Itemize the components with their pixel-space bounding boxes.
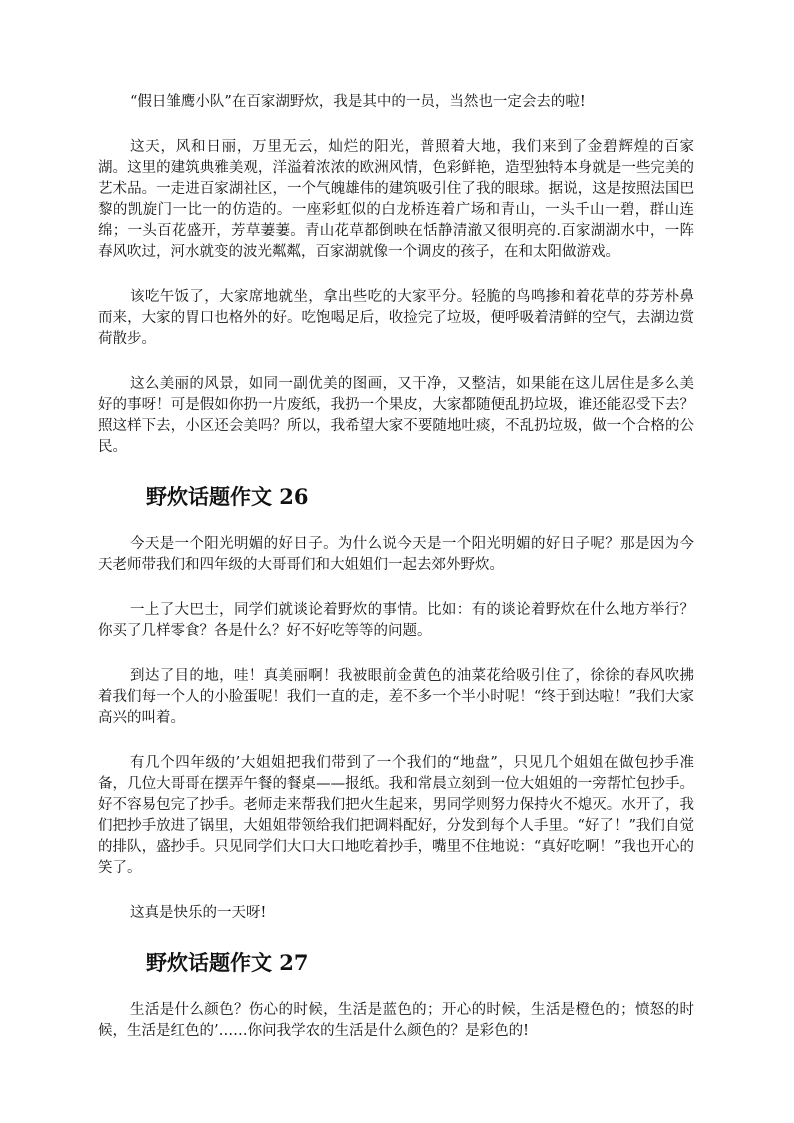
paragraph: 这真是快乐的一天呀! — [130, 905, 267, 921]
section-heading: 野炊话题作文 26 — [146, 484, 309, 509]
paragraph: “假日雏鹰小队”在百家湖野炊，我是其中的一员，当然也一定会去的啦! — [130, 94, 586, 110]
paragraph: 到达了目的地，哇！真美丽啊！我被眼前金黄色的油菜花给吸引住了，徐徐的春风吹拂着我们每一个人的小脸蛋呢！我们一直的走，差不多一个半小时呢！“终于到达啦！”我们大家高兴的叫着。 — [98, 668, 694, 726]
paragraph: 这么美丽的风景，如同一副优美的图画，又干净，又整洁，如果能在这儿居住是多么美好的事呀！可是假如你扔一片废纸，我扔一个果皮，大家都随便乱扔垃圾，谁还能忍受下去？照这样下去，小区还会美吗？所以，我希望大家不要随地吐痰，不乱扔垃圾，做一个合格的公民。 — [98, 376, 694, 455]
section-heading: 野炊话题作文 27 — [146, 950, 309, 975]
paragraph: 生活是什么颜色？伤心的时候，生活是蓝色的；开心的时候，生活是橙色的；愤怒的时候，生活是红色的’……你问我学农的生活是什么颜色的？是彩色的! — [98, 1002, 694, 1039]
document-body — [98, 92, 694, 1066]
paragraph: 有几个四年级的’大姐姐把我们带到了一个我们的“地盘”，只见几个姐姐在做包抄手准备，几位大哥哥在摆弄午餐的餐桌——报纸。我和常晨立刻到一位大姐姐的一旁帮忙包抄手。好不容易包完了抄手。老师走来帮我们把火生起来，男同学则努力保持火不熄灭。水开了，我们把抄手放进了锅里，大姐姐带领给我们把调料配好，分发到每个人手里。“好了！”我们自觉的排队，盛抄手。只见同学们大口大口地吃着抄手，嘴里不住地说：“真好吃啊！”我也开心的笑了。 — [98, 755, 694, 876]
paragraph: 该吃午饭了，大家席地就坐，拿出些吃的大家平分。轻脆的鸟鸣掺和着花草的芬芳朴鼻而来，大家的胃口也格外的好。吃饱喝足后，收捡完了垃圾，便呼吸着清鲜的空气，去湖边赏荷散步。 — [98, 289, 694, 347]
paragraph: 今天是一个阳光明媚的好日子。为什么说今天是一个阳光明媚的好日子呢？那是因为今天老师带我们和四年级的大哥哥们和大姐姐们一起去郊外野炊。 — [98, 536, 694, 573]
paragraph: 一上了大巴士，同学们就谈论着野炊的事情。比如：有的谈论着野炊在什么地方举行？你买了几样零食？各是什么？好不好吃等等的问题。 — [98, 602, 694, 639]
paragraph: 这天，风和日丽，万里无云，灿烂的阳光，普照着大地，我们来到了金碧辉煌的百家湖。这里的建筑典雅美观，洋溢着浓浓的欧洲风情，色彩鲜艳，造型独特本身就是一些完美的艺术品。一走进百家湖社区，一个气魄雄伟的建筑吸引住了我的眼球。据说，这是按照法国巴黎的凯旋门一比一的仿造的。一座彩虹似的白龙桥连着广场和青山，一头千山一碧，群山连绵；一头百花盛开，芳草萋萋。青山花草都倒映在恬静清澈又很明亮的.百家湖湖水中，一阵春风吹过，河水就变的波光粼粼，百家湖就像一个调皮的孩子，在和太阳做游戏。 — [98, 139, 694, 260]
